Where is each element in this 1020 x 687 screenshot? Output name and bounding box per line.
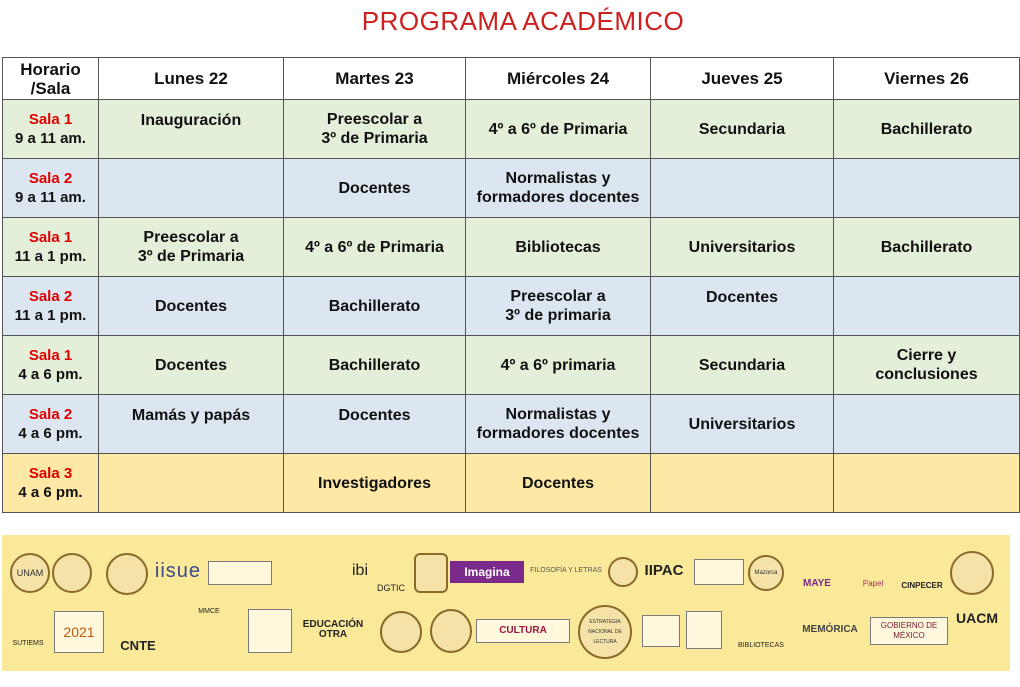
session-cell: Docentes: [284, 395, 466, 454]
table-row: [3, 454, 1020, 513]
gobierno-mexico-logo: GOBIERNO DE MÉXICO: [870, 617, 948, 645]
session-cell: Bibliotecas: [466, 218, 651, 277]
time-slot-cell: [3, 454, 99, 513]
session-cell: [99, 454, 284, 513]
time-label: 9 a 11 am.: [15, 189, 86, 206]
cnte-logo: CNTE: [120, 638, 156, 653]
estrategia-lectura-logo: ESTRATEGIA NACIONAL DE LECTURA: [578, 605, 632, 659]
institution-seal-logo: [52, 553, 92, 593]
room-label: Sala 2: [28, 288, 73, 305]
table-row: [3, 336, 1020, 395]
session-cell: Bachillerato: [284, 277, 466, 336]
header-day: Jueves 25: [651, 58, 834, 100]
session-cell: [834, 395, 1020, 454]
sponsor-logos-banner: [2, 535, 1010, 671]
session-cell: 4º a 6º de Primaria: [284, 218, 466, 277]
iipac-logo: IIPAC: [644, 562, 684, 579]
session-cell: Bachillerato: [834, 218, 1020, 277]
session-cell: Normalistas y formadores docentes: [466, 395, 651, 454]
session-cell: Cierre y conclusiones: [834, 336, 1020, 395]
memorica-logo: MEMÓRICA: [802, 624, 858, 635]
header-horario-sala: Horario /Sala: [3, 58, 99, 100]
table-row: [3, 218, 1020, 277]
room-label: Sala 2: [28, 170, 73, 187]
time-slot-cell: [3, 100, 99, 159]
sutiems-logo: SUTIEMS: [12, 640, 44, 647]
institute-text-logo: [208, 561, 272, 585]
session-cell: [99, 159, 284, 218]
cultura-logo: CULTURA: [476, 619, 570, 643]
imagina-logo: Imagina: [450, 561, 524, 583]
unam-seal-logo: UNAM: [10, 553, 50, 593]
book-logo: [642, 615, 680, 647]
children-logo: [950, 551, 994, 595]
table-row: [3, 395, 1020, 454]
collective-logo: [248, 609, 292, 653]
filosofia-letras-logo: FILOSOFÍA Y LETRAS: [530, 567, 602, 574]
session-cell: Preescolar a 3º de Primaria: [284, 100, 466, 159]
room-label: Sala 2: [28, 406, 73, 423]
educacion-otra-logo: EDUCACIÓN OTRA: [302, 619, 364, 640]
session-cell: 4º a 6º primaria: [466, 336, 651, 395]
seal-logo: [608, 557, 638, 587]
mazorca-logo: Mazorca: [748, 555, 784, 591]
session-cell: Normalistas y formadores docentes: [466, 159, 651, 218]
header-row: [3, 58, 1020, 100]
session-cell: 4º a 6º de Primaria: [466, 100, 651, 159]
table-row: [3, 100, 1020, 159]
year-2021-logo: 2021: [54, 611, 104, 653]
time-label: 11 a 1 pm.: [14, 248, 87, 265]
session-cell: Docentes: [466, 454, 651, 513]
session-cell: Investigadores: [284, 454, 466, 513]
session-cell: [834, 277, 1020, 336]
room-label: Sala 1: [28, 111, 73, 128]
session-cell: Secundaria: [651, 100, 834, 159]
time-slot-cell: [3, 218, 99, 277]
seminar-seal-logo: [106, 553, 148, 595]
session-cell: Mamás y papás: [99, 395, 284, 454]
session-cell: Inauguración: [99, 100, 284, 159]
session-cell: Docentes: [99, 336, 284, 395]
cinpecer-logo: CINPECER: [901, 581, 943, 590]
landscape-logo: [694, 559, 744, 585]
emblem-5-logo: [380, 611, 422, 653]
session-cell: [651, 159, 834, 218]
session-cell: Bachillerato: [284, 336, 466, 395]
time-label: 4 a 6 pm.: [18, 484, 83, 501]
room-label: Sala 3: [28, 465, 73, 482]
time-label: 9 a 11 am.: [15, 130, 86, 147]
table-row: [3, 159, 1020, 218]
header-day: Viernes 26: [834, 58, 1020, 100]
time-slot-cell: [3, 395, 99, 454]
session-cell: [834, 454, 1020, 513]
session-cell: [651, 454, 834, 513]
session-cell: Universitarios: [651, 395, 834, 454]
time-slot-cell: [3, 336, 99, 395]
bibliotecas-logo: BIBLIOTECAS: [738, 642, 784, 649]
mascot-logo: [430, 609, 472, 653]
time-slot-cell: [3, 277, 99, 336]
session-cell: Universitarios: [651, 218, 834, 277]
time-label: 11 a 1 pm.: [14, 307, 87, 324]
table-row: [3, 277, 1020, 336]
room-label: Sala 1: [28, 347, 73, 364]
maye-logo: MAYE: [803, 578, 831, 589]
papel-logo: Papel: [862, 579, 884, 588]
schedule-table: [2, 57, 1020, 513]
page-title: PROGRAMA ACADÉMICO: [361, 6, 685, 36]
time-label: 4 a 6 pm.: [18, 425, 83, 442]
session-cell: Docentes: [99, 277, 284, 336]
time-slot-cell: [3, 159, 99, 218]
session-cell: Preescolar a 3º de Primaria: [99, 218, 284, 277]
mmce-logo: MMCE: [198, 608, 220, 615]
session-cell: Secundaria: [651, 336, 834, 395]
header-day: Lunes 22: [99, 58, 284, 100]
session-cell: [834, 159, 1020, 218]
time-label: 4 a 6 pm.: [18, 366, 83, 383]
session-cell: Bachillerato: [834, 100, 1020, 159]
session-cell: Preescolar a 3º de primaria: [466, 277, 651, 336]
dgtic-logo: DGTIC: [377, 583, 405, 593]
session-cell: Docentes: [651, 277, 834, 336]
session-cell: Docentes: [284, 159, 466, 218]
shield-logo: [414, 553, 448, 593]
iisue-logo: iisue: [154, 560, 202, 582]
figure-logo: [686, 611, 722, 649]
room-label: Sala 1: [28, 229, 73, 246]
header-day: Martes 23: [284, 58, 466, 100]
header-day: Miércoles 24: [466, 58, 651, 100]
ibi-logo: ibi: [351, 562, 368, 579]
uacm-logo: UACM: [956, 610, 998, 626]
